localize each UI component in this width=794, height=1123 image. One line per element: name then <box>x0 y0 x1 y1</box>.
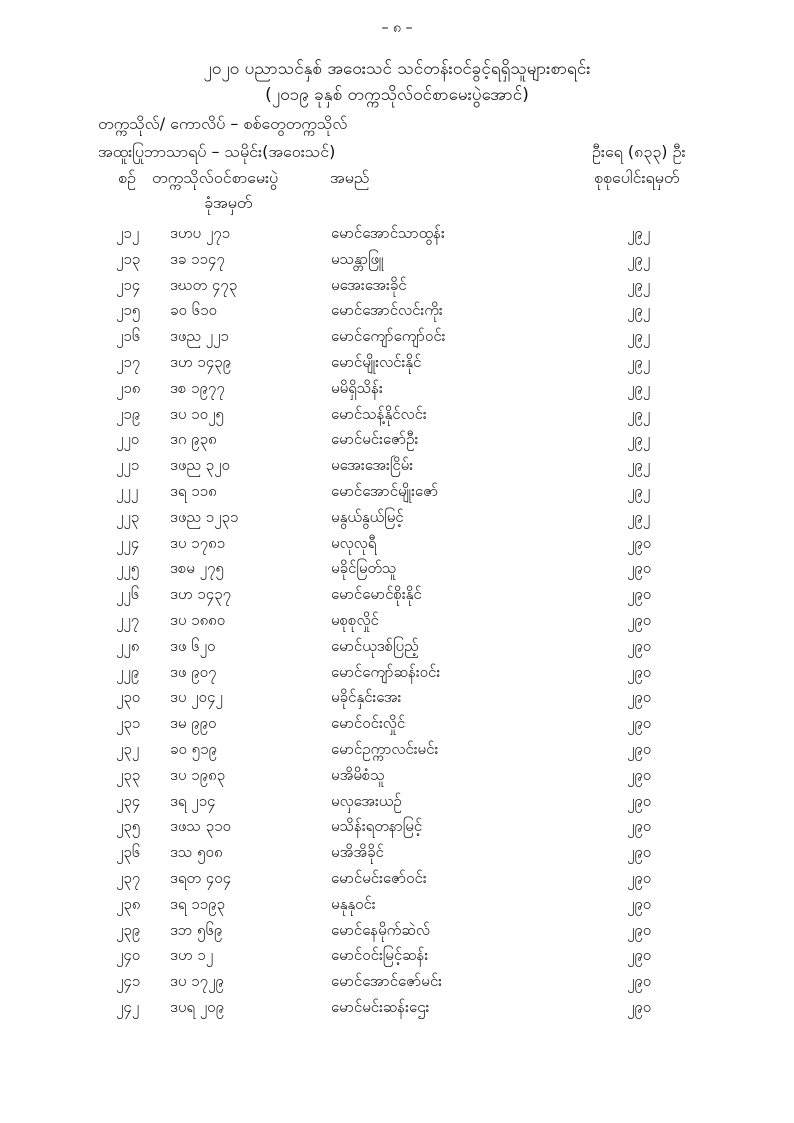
row-number: ၂၃၅ <box>116 817 141 836</box>
total-score: ၂၉၂ <box>627 327 651 346</box>
roll-number: ဒခ ၁၁၄၇ <box>170 249 225 268</box>
student-name: မောင်အောင်လင်းကိုး <box>331 301 443 320</box>
table-row <box>0 377 794 403</box>
student-name: မောင်သန့်နိုင်လင်း <box>331 404 427 423</box>
total-score: ၂၉၀ <box>627 791 652 810</box>
roll-number: ဒဟ ၁၄၃၇ <box>170 585 232 604</box>
table-row <box>0 764 794 790</box>
roll-number: ဒဖသ ၃၁၀ <box>170 817 231 836</box>
total-score: ၂၉၀ <box>627 559 652 578</box>
roll-number: ဒမ ၉၉၀ <box>170 714 217 733</box>
document-title: ၂၀၂၀ ပညာသင်နှစ် အဝေးသင် သင်တန်းဝင်ခွင့်ရရှိသူများစာရင်း <box>203 59 591 79</box>
row-number: ၂၂၁ <box>116 456 140 475</box>
table-row <box>0 661 794 687</box>
student-name: မခိုင်နှင်းအေး <box>331 688 402 707</box>
table-row <box>0 712 794 738</box>
student-name: မောင်မင်းဇော်ဦး <box>331 430 419 449</box>
roll-number: ခဝ ၆၁၀ <box>170 301 217 320</box>
table-row <box>0 686 794 712</box>
row-number: ၂၃၉ <box>116 920 141 939</box>
roll-number: ခဝ ၅၁၉ <box>170 739 217 758</box>
roll-number: ဒဟပ ၂၇၁ <box>170 224 231 242</box>
total-score: ၂၉၀ <box>627 636 652 655</box>
row-number: ၂၂၅ <box>116 559 140 578</box>
table-row <box>0 635 794 661</box>
roll-number: ဒဖည ၁၂၃၁ <box>170 507 239 526</box>
student-name: မောင်မောင်စိုးနိုင် <box>331 585 422 604</box>
total-score: ၂၉၀ <box>627 688 652 707</box>
student-name: မစုစုလှိုင် <box>331 610 379 629</box>
row-number: ၂၃၇ <box>116 868 141 887</box>
row-number: ၂၁၆ <box>116 327 141 346</box>
student-name: မအိအိခိုင် <box>331 843 384 862</box>
student-name: မအေးအေးငြိမ်း <box>331 456 414 475</box>
university-line: တက္ကသိုလ်/ ကောလိပ် – စစ်တွေတက္ကသိုလ် <box>98 114 348 133</box>
row-number: ၂၁၅ <box>116 301 141 320</box>
roll-number: ဒပ ၁၈၈၀ <box>170 610 226 629</box>
row-number: ၂၂၈ <box>116 636 140 655</box>
student-name: မောင်မင်းဆန်းဌေး <box>331 997 430 1016</box>
results-list <box>0 222 794 1022</box>
table-row <box>0 609 794 635</box>
table-row <box>0 996 794 1022</box>
total-score: ၂၉၂ <box>627 249 651 268</box>
table-row <box>0 790 794 816</box>
column-header-total: စုစုပေါင်းရမှတ် <box>594 168 680 187</box>
row-number: ၂၁၄ <box>116 275 141 294</box>
row-number: ၂၁၇ <box>116 352 141 371</box>
total-score: ၂၉၀ <box>627 533 652 552</box>
row-number: ၂၁၂ <box>116 224 140 242</box>
student-name: မခိုင်မြတ်သူ <box>331 559 397 578</box>
roll-number: ဒပရ ၂၀၉ <box>170 997 225 1016</box>
student-name: မသိန်းရတနာမြင့် <box>331 817 423 836</box>
table-row <box>0 299 794 325</box>
column-header-roll-line2: ခုံအမှတ် <box>204 193 253 212</box>
total-score: ၂၉၀ <box>627 843 652 862</box>
student-name: မောင်ကျော်ကျော်ဝင်း <box>331 327 446 346</box>
roll-number: ဒရ ၂၁၄ <box>170 791 216 810</box>
row-number: ၂၃၆ <box>116 843 141 862</box>
row-number: ၂၃၀ <box>116 688 141 707</box>
table-row <box>0 815 794 841</box>
table-row <box>0 532 794 558</box>
row-number: ၂၃၃ <box>116 765 141 784</box>
roll-number: ဒဘ ၅၆၉ <box>170 920 223 939</box>
roll-number: ဒဖည ၂၂၁ <box>170 327 229 346</box>
total-score: ၂၉၀ <box>627 585 652 604</box>
row-number: ၂၄၀ <box>116 946 141 965</box>
table-row <box>0 274 794 300</box>
student-name: မောင်ဝင်းမြင့်ဆန်း <box>331 946 429 965</box>
table-row <box>0 738 794 764</box>
roll-number: ဒရ ၁၁၉၃ <box>170 894 225 913</box>
roll-number: ဒရတ ၄၀၄ <box>170 868 232 887</box>
roll-number: ဒဟ ၁၄၃၉ <box>170 352 232 371</box>
page-number: – ၈ – <box>381 20 413 36</box>
student-name: မလှအေးယဉ် <box>331 791 402 810</box>
major-line: အထူးပြုဘာသာရပ် – သမိုင်း(အဝေးသင်) <box>98 142 336 161</box>
total-score: ၂၉၂ <box>627 456 651 475</box>
row-number: ၂၄၁ <box>116 972 141 991</box>
column-header-name: အမည် <box>330 168 370 187</box>
row-number: ၂၁၉ <box>116 404 141 423</box>
total-score: ၂၉၀ <box>627 946 652 965</box>
total-score: ၂၉၀ <box>627 997 652 1016</box>
roll-number: ဒဖည ၃၂၀ <box>170 456 230 475</box>
column-header-roll: တက္ကသိုလ်ဝင်စာမေးပွဲ <box>152 168 279 187</box>
table-row <box>0 325 794 351</box>
total-score: ၂၉၂ <box>627 301 651 320</box>
row-number: ၂၃၂ <box>116 739 140 758</box>
student-name: မမိရှိသိန်း <box>331 378 383 397</box>
total-score: ၂၉၀ <box>627 662 652 681</box>
student-name: မောင်ဝင်းလှိုင် <box>331 714 406 733</box>
row-number: ၂၂၉ <box>116 662 140 681</box>
student-name: မောင်အောင်ဇော်မင်း <box>331 972 442 991</box>
roll-number: ဒစမ ၂၇၅ <box>170 559 224 578</box>
roll-number: ဒပ ၁၉၈၃ <box>170 765 226 784</box>
table-row <box>0 919 794 945</box>
roll-number: ဒဃတ ၄၇၃ <box>170 275 238 294</box>
student-name: မောင်ဥက္ကာလင်းမင်း <box>331 739 439 758</box>
total-score: ၂၉၂ <box>627 275 651 294</box>
student-name: မောင်မင်းဇော်ဝင်း <box>331 868 427 887</box>
student-name: မနွယ်နွယ်မြင့် <box>331 507 404 526</box>
roll-number: ဒဖ ၉၀၇ <box>170 662 217 681</box>
student-name: မသန္တာဖြူ <box>331 249 384 268</box>
student-name: မအေးအေးခိုင် <box>331 275 407 294</box>
document-subtitle: (၂၀၁၉ ခုနှစ် တက္ကသိုလ်ဝင်စာမေးပွဲအောင်) <box>265 85 529 105</box>
roll-number: ဒစ ၁၉၇၇ <box>170 378 225 397</box>
student-name: မအိမိစံသူ <box>331 765 385 784</box>
roll-number: ဒပ ၁၇၈၁ <box>170 533 226 552</box>
roll-number: ဒဖ ၆၂၀ <box>170 636 216 655</box>
student-name: မောင်အောင်မျိုးဇော် <box>331 481 439 500</box>
total-score: ၂၉၀ <box>627 972 652 991</box>
row-number: ၂၂၇ <box>116 610 140 629</box>
row-number: ၂၁၃ <box>116 249 141 268</box>
row-number: ၂၃၄ <box>116 791 141 810</box>
table-row <box>0 944 794 970</box>
roll-number: ဒပ ၁၇၂၉ <box>170 972 224 991</box>
roll-number: ဒပ ၁၀၂၅ <box>170 404 224 423</box>
total-score: ၂၉၀ <box>627 817 652 836</box>
row-number: ၂၂၄ <box>116 533 140 552</box>
table-row <box>0 841 794 867</box>
total-count-line: ဦးရေ (၈၃၃) ဦး <box>592 142 686 161</box>
total-score: ၂၉၂ <box>627 481 651 500</box>
table-row <box>0 583 794 609</box>
table-row <box>0 428 794 454</box>
table-row <box>0 557 794 583</box>
row-number: ၂၂၀ <box>116 430 140 449</box>
table-row <box>0 970 794 996</box>
total-score: ၂၉၂ <box>627 404 651 423</box>
total-score: ၂၉၀ <box>627 894 652 913</box>
table-row <box>0 480 794 506</box>
total-score: ၂၉၀ <box>627 765 652 784</box>
student-name: မောင်မျိုးလင်းနိုင် <box>331 352 422 371</box>
column-header-no: စဉ် <box>118 168 136 187</box>
row-number: ၂၁၈ <box>116 378 141 397</box>
table-row <box>0 351 794 377</box>
row-number: ၂၂၂ <box>116 481 139 500</box>
total-score: ၂၉၀ <box>627 714 652 733</box>
student-name: မလုလုရီ <box>331 533 377 552</box>
table-row <box>0 248 794 274</box>
table-row <box>0 454 794 480</box>
total-score: ၂၉၂ <box>627 224 651 242</box>
student-name: မနုနုဝင်း <box>331 894 376 913</box>
total-score: ၂၉၂ <box>627 507 651 526</box>
roll-number: ဒရ ၁၁၈ <box>170 481 217 500</box>
roll-number: ဒဂ ၉၃၈ <box>170 430 217 449</box>
student-name: မောင်ယုဒစ်ပြည့် <box>331 636 419 655</box>
total-score: ၂၉၀ <box>627 920 652 939</box>
student-name: မောင်ကျော်ဆန်းဝင်း <box>331 662 441 681</box>
roll-number: ဒသ ၅၀၈ <box>170 843 223 862</box>
table-row <box>0 222 794 248</box>
total-score: ၂၉၂ <box>627 352 651 371</box>
roll-number: ဒပ ၂၀၄၂ <box>170 688 223 707</box>
row-number: ၂၃၈ <box>116 894 141 913</box>
table-row <box>0 506 794 532</box>
total-score: ၂၉၀ <box>627 868 652 887</box>
table-row <box>0 403 794 429</box>
table-row <box>0 893 794 919</box>
row-number: ၂၄၂ <box>116 997 140 1016</box>
student-name: မောင်နေမိုက်ဆဲလ် <box>331 920 430 939</box>
total-score: ၂၉၀ <box>627 610 652 629</box>
row-number: ၂၂၆ <box>116 585 140 604</box>
row-number: ၂၂၃ <box>116 507 140 526</box>
total-score: ၂၉၂ <box>627 430 651 449</box>
roll-number: ဒဟ ၁၂ <box>170 946 214 965</box>
student-name: မောင်အောင်သာထွန်း <box>331 224 445 242</box>
total-score: ၂၉၀ <box>627 739 652 758</box>
row-number: ၂၃၁ <box>116 714 141 733</box>
table-row <box>0 867 794 893</box>
total-score: ၂၉၂ <box>627 378 651 397</box>
